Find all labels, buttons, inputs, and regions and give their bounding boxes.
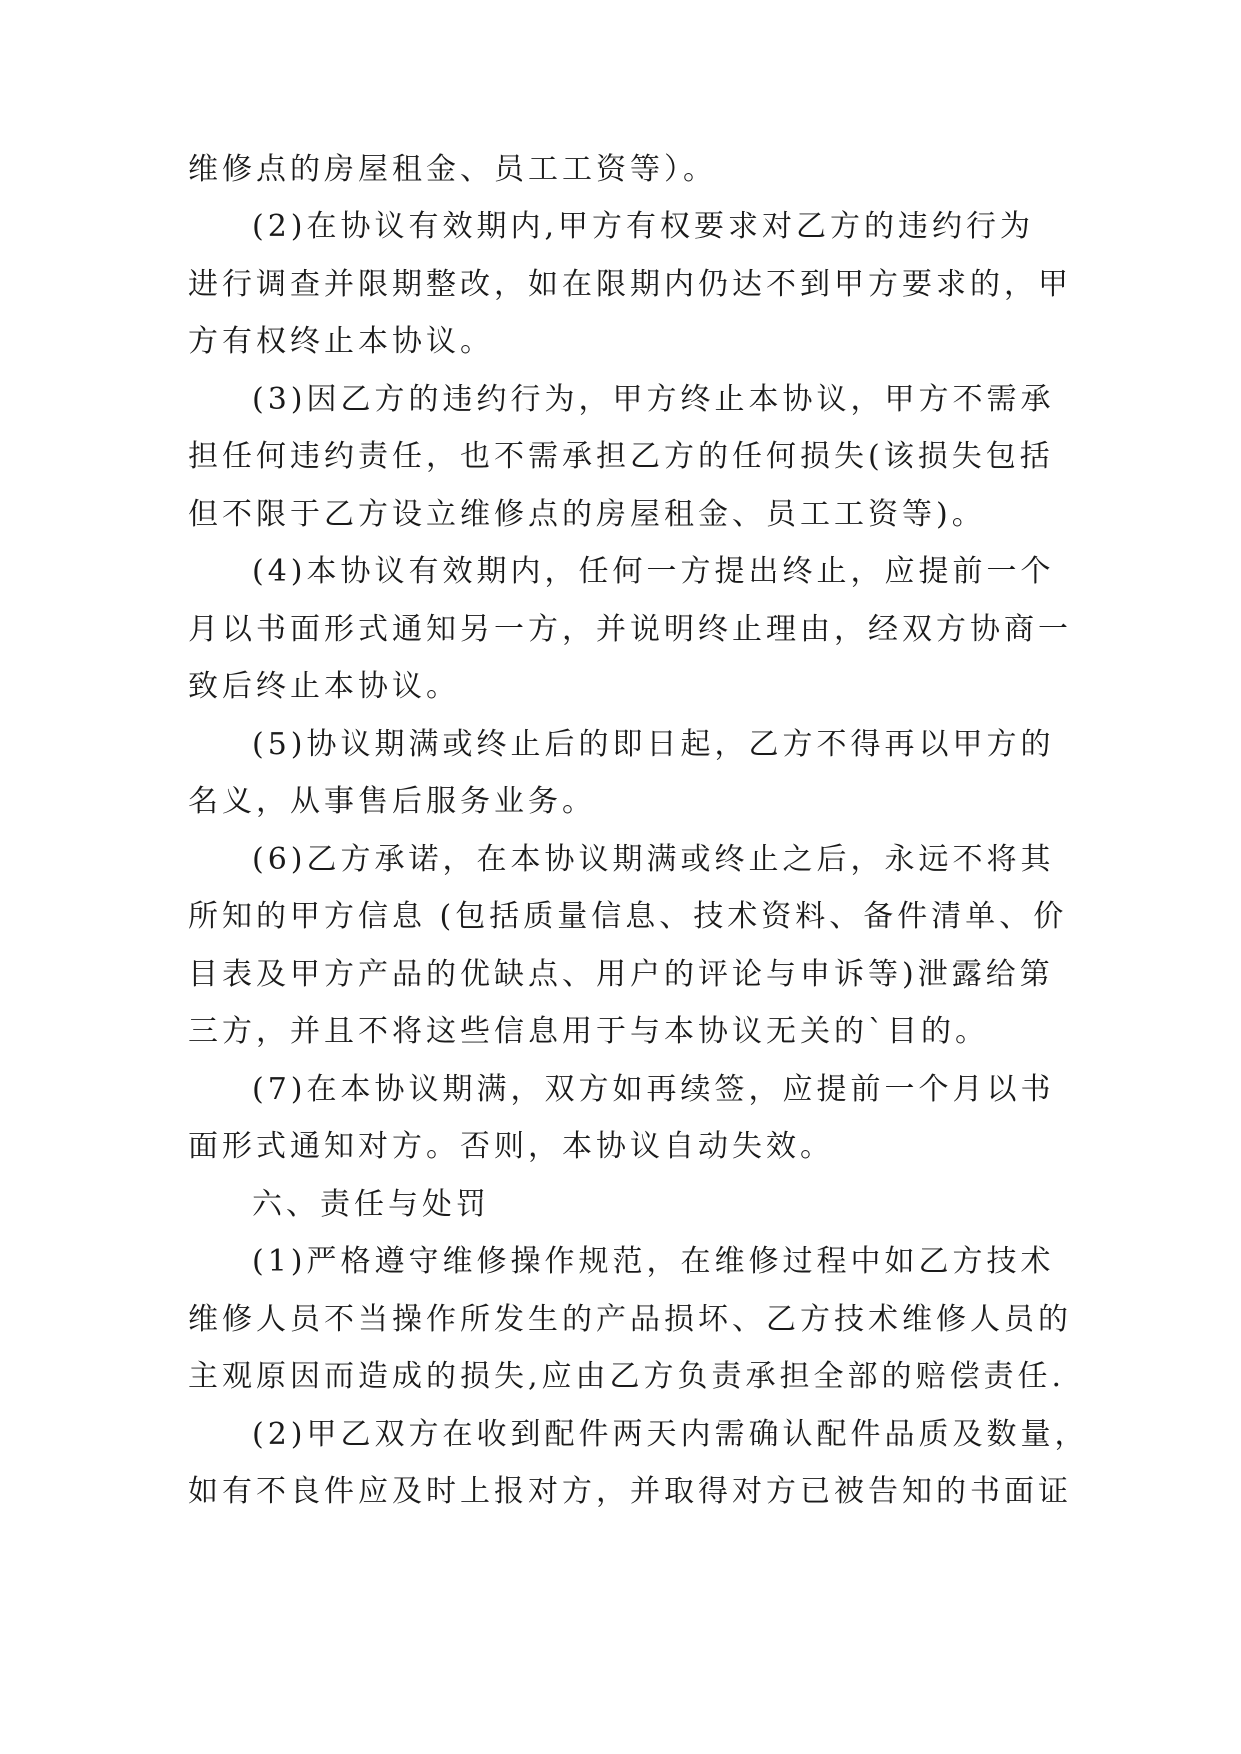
text-line: 致后终止本协议。 bbox=[188, 669, 460, 704]
text-line: 担任何违约责任，也不需承担乙方的任何损失(该损失包括 bbox=[188, 439, 1054, 474]
text-line: 维修人员不当操作所发生的产品损坏、乙方技术维修人员的 bbox=[188, 1302, 1072, 1337]
text-line: 月以书面形式通知另一方，并说明终止理由，经双方协商一 bbox=[188, 612, 1072, 647]
text-line: 三方，并且不将这些信息用于与本协议无关的`目的。 bbox=[188, 1014, 989, 1049]
text-line: 所知的甲方信息 (包括质量信息、技术资料、备件清单、价 bbox=[188, 899, 1068, 934]
text-line: 如有不良件应及时上报对方，并取得对方已被告知的书面证 bbox=[188, 1474, 1072, 1509]
clause-5-line-1: (5)协议期满或终止后的即日起，乙方不得再以甲方的 bbox=[252, 727, 1055, 762]
text-line: 面形式通知对方。否则，本协议自动失效。 bbox=[188, 1129, 834, 1164]
text-line: 方有权终止本协议。 bbox=[188, 324, 494, 359]
section-heading: 六、责任与处罚 bbox=[252, 1187, 490, 1222]
clause-7-line-1: (7)在本协议期满，双方如再续签，应提前一个月以书 bbox=[252, 1072, 1055, 1107]
text-line: 名义，从事售后服务业务。 bbox=[188, 784, 596, 819]
text-line: 进行调查并限期整改，如在限期内仍达不到甲方要求的，甲 bbox=[188, 267, 1072, 302]
text-line: 目表及甲方产品的优缺点、用户的评论与申诉等)泄露给第 bbox=[188, 957, 1054, 992]
text-line: 主观原因而造成的损失,应由乙方负责承担全部的赔偿责任. bbox=[188, 1359, 1066, 1394]
clause-4-line-1: (4)本协议有效期内，任何一方提出终止，应提前一个 bbox=[252, 554, 1055, 589]
text-line: 维修点的房屋租金、员工工资等）。 bbox=[188, 152, 717, 187]
section6-clause-1-line-1: (1)严格遵守维修操作规范，在维修过程中如乙方技术 bbox=[252, 1244, 1055, 1279]
text-line: 但不限于乙方设立维修点的房屋租金、员工工资等)。 bbox=[188, 497, 986, 532]
section6-clause-2-line-1: (2)甲乙双方在收到配件两天内需确认配件品质及数量， bbox=[252, 1417, 1089, 1452]
clause-2-line-1: (2)在协议有效期内,甲方有权要求对乙方的违约行为 bbox=[252, 209, 1035, 244]
clause-6-line-1: (6)乙方承诺，在本协议期满或终止之后，永远不将其 bbox=[252, 842, 1055, 877]
clause-3-line-1: (3)因乙方的违约行为，甲方终止本协议，甲方不需承 bbox=[252, 382, 1055, 417]
